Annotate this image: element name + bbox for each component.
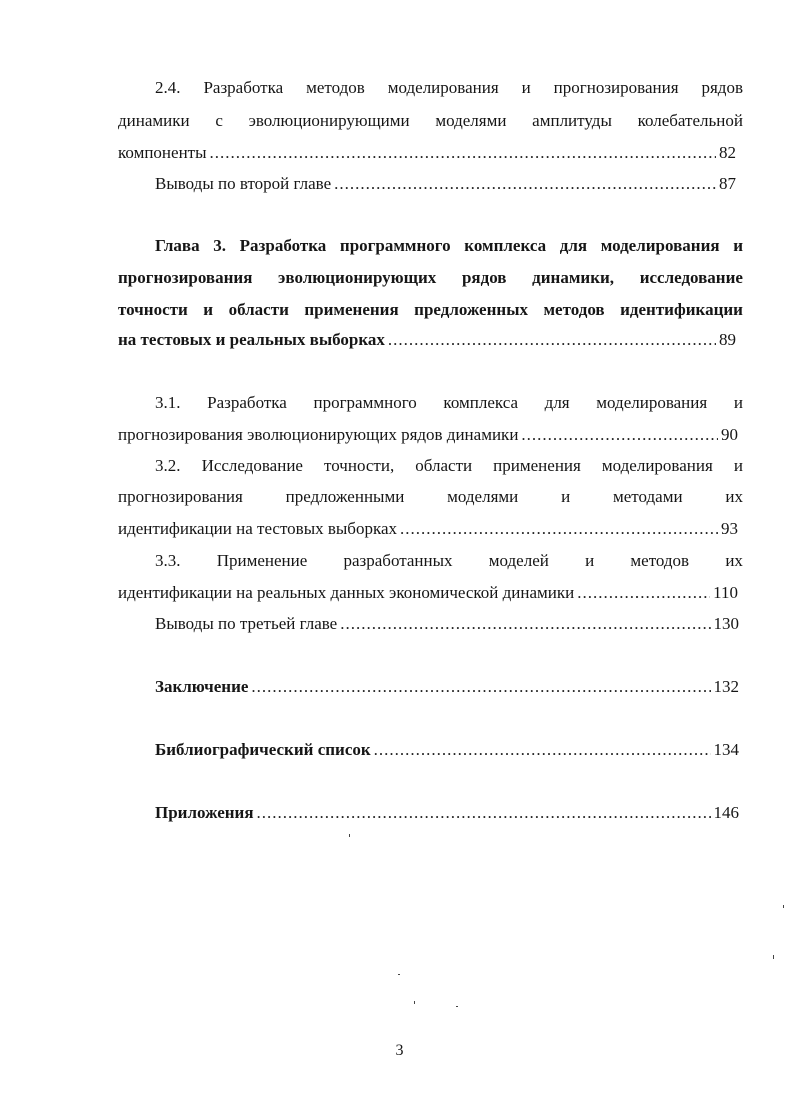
word: динамики [118, 111, 190, 130]
leader-dots [577, 579, 710, 607]
leader-dots [374, 736, 711, 764]
toc-page-number: 132 [713, 677, 739, 696]
word: Разработка [207, 393, 287, 412]
toc-page-number: 110 [713, 583, 738, 602]
toc-entry-text: Приложения [155, 803, 254, 822]
word: Применение [216, 551, 308, 570]
toc-page-number: 93 [721, 519, 738, 538]
toc-3-3-line1 [155, 547, 743, 575]
word: для [544, 393, 570, 412]
toc-page-number: 130 [713, 614, 739, 633]
word: разработанных [343, 551, 453, 570]
word: с [215, 111, 223, 130]
toc-entry-text: на тестовых и реальных выборках [118, 330, 385, 349]
word: методов [306, 78, 365, 97]
scan-speck [349, 834, 350, 837]
word: 3.2. [155, 456, 181, 475]
toc-page-number: 90 [721, 425, 738, 444]
word: 2.4. [155, 78, 181, 97]
leader-dots [257, 799, 711, 827]
toc-2-4-line2 [118, 107, 743, 135]
toc-entry-text: Выводы по третьей главе [155, 614, 338, 633]
word: эволюционирующими [248, 111, 410, 130]
toc-entry-text: компоненты [118, 143, 207, 162]
toc-page-number: 89 [719, 330, 736, 349]
leader-dots [388, 326, 716, 354]
word: комплекса [464, 236, 547, 255]
word: Разработка [239, 236, 327, 255]
word: динамики, [532, 268, 615, 287]
word: точности, [324, 456, 395, 475]
word: и [585, 551, 595, 570]
word: 3.1. [155, 393, 181, 412]
toc-chapter3-line4[interactable] [118, 326, 736, 354]
scan-speck [414, 1001, 415, 1004]
toc-3-3-line2[interactable] [118, 579, 738, 607]
word: моделями [435, 111, 507, 130]
toc-3-2-line3[interactable] [118, 515, 738, 543]
word: идентификации [620, 300, 743, 319]
word: применения [493, 456, 581, 475]
scan-speck [783, 905, 784, 908]
word: Разработка [203, 78, 284, 97]
toc-chapter3-line3 [118, 296, 743, 324]
word: прогнозирования [118, 268, 253, 287]
word: методами [613, 487, 683, 506]
word: моделирования [596, 393, 708, 412]
toc-2-4-line1 [155, 74, 743, 102]
leader-dots [334, 170, 716, 198]
toc-entry-text: Библиографический список [155, 740, 371, 759]
scan-speck [773, 955, 774, 959]
leader-dots [400, 515, 718, 543]
toc-appendices[interactable] [155, 799, 739, 827]
word: моделями [447, 487, 519, 506]
word: рядов [461, 268, 507, 287]
word: предложенных [414, 300, 528, 319]
toc-conclusions-chapter2[interactable] [155, 170, 736, 198]
toc-conclusion[interactable] [155, 673, 739, 701]
word: области [415, 456, 473, 475]
page-number: 3 [395, 1042, 404, 1059]
leader-dots [340, 610, 710, 638]
toc-entry-text: Заключение [155, 677, 249, 696]
word: и [733, 456, 743, 475]
leader-dots [210, 139, 716, 167]
word: моделирования [601, 456, 713, 475]
toc-page-number: 87 [719, 174, 736, 193]
toc-entry-text: Выводы по второй главе [155, 174, 332, 193]
word: методов [630, 551, 690, 570]
toc-page-number: 146 [713, 803, 739, 822]
word: 3. [213, 236, 227, 255]
word: Исследование [201, 456, 303, 475]
leader-dots [251, 673, 710, 701]
word: 3.3. [155, 551, 181, 570]
word: программного [313, 393, 417, 412]
toc-entry-text: идентификации на тестовых выборках [118, 519, 398, 538]
toc-chapter3-line1 [155, 232, 743, 260]
toc-3-1-line2[interactable] [118, 421, 738, 449]
word: и [521, 78, 531, 97]
leader-dots [521, 421, 718, 449]
word: моделирования [600, 236, 720, 255]
toc-page-number: 82 [719, 143, 736, 162]
word: точности [118, 300, 188, 319]
scan-speck [456, 1006, 458, 1007]
word: и [203, 300, 214, 319]
scan-speck [398, 974, 400, 975]
word: предложенными [285, 487, 405, 506]
toc-page-number: 134 [713, 740, 739, 759]
word: области [228, 300, 289, 319]
word: применения [304, 300, 399, 319]
toc-chapter3-line2 [118, 264, 743, 292]
word: методов [543, 300, 605, 319]
scan-speck [636, 596, 638, 598]
toc-3-2-line2 [118, 483, 743, 511]
toc-3-1-line1 [155, 389, 743, 417]
word: и [733, 236, 743, 255]
word: рядов [701, 78, 743, 97]
word: их [725, 487, 743, 506]
toc-entry-text: идентификации на реальных данных экономической динамики [118, 583, 575, 602]
word: их [725, 551, 743, 570]
toc-bibliography[interactable] [155, 736, 739, 764]
word: колебательной [637, 111, 743, 130]
word: исследование [639, 268, 743, 287]
word: эволюционирующих [278, 268, 437, 287]
word: и [733, 393, 743, 412]
word: амплитуды [532, 111, 612, 130]
word: моделирования [387, 78, 499, 97]
word: моделей [488, 551, 549, 570]
word: и [561, 487, 571, 506]
word: прогнозирования [553, 78, 679, 97]
toc-entry-text: прогнозирования эволюционирующих рядов динамики [118, 425, 519, 444]
word: прогнозирования [118, 487, 243, 506]
toc-2-4-line3[interactable] [118, 139, 736, 167]
toc-3-2-line1 [155, 452, 743, 480]
word: программного [339, 236, 451, 255]
word: Глава [155, 236, 200, 255]
word: для [559, 236, 588, 255]
word: комплекса [443, 393, 519, 412]
toc-conclusions-chapter3[interactable] [155, 610, 739, 638]
